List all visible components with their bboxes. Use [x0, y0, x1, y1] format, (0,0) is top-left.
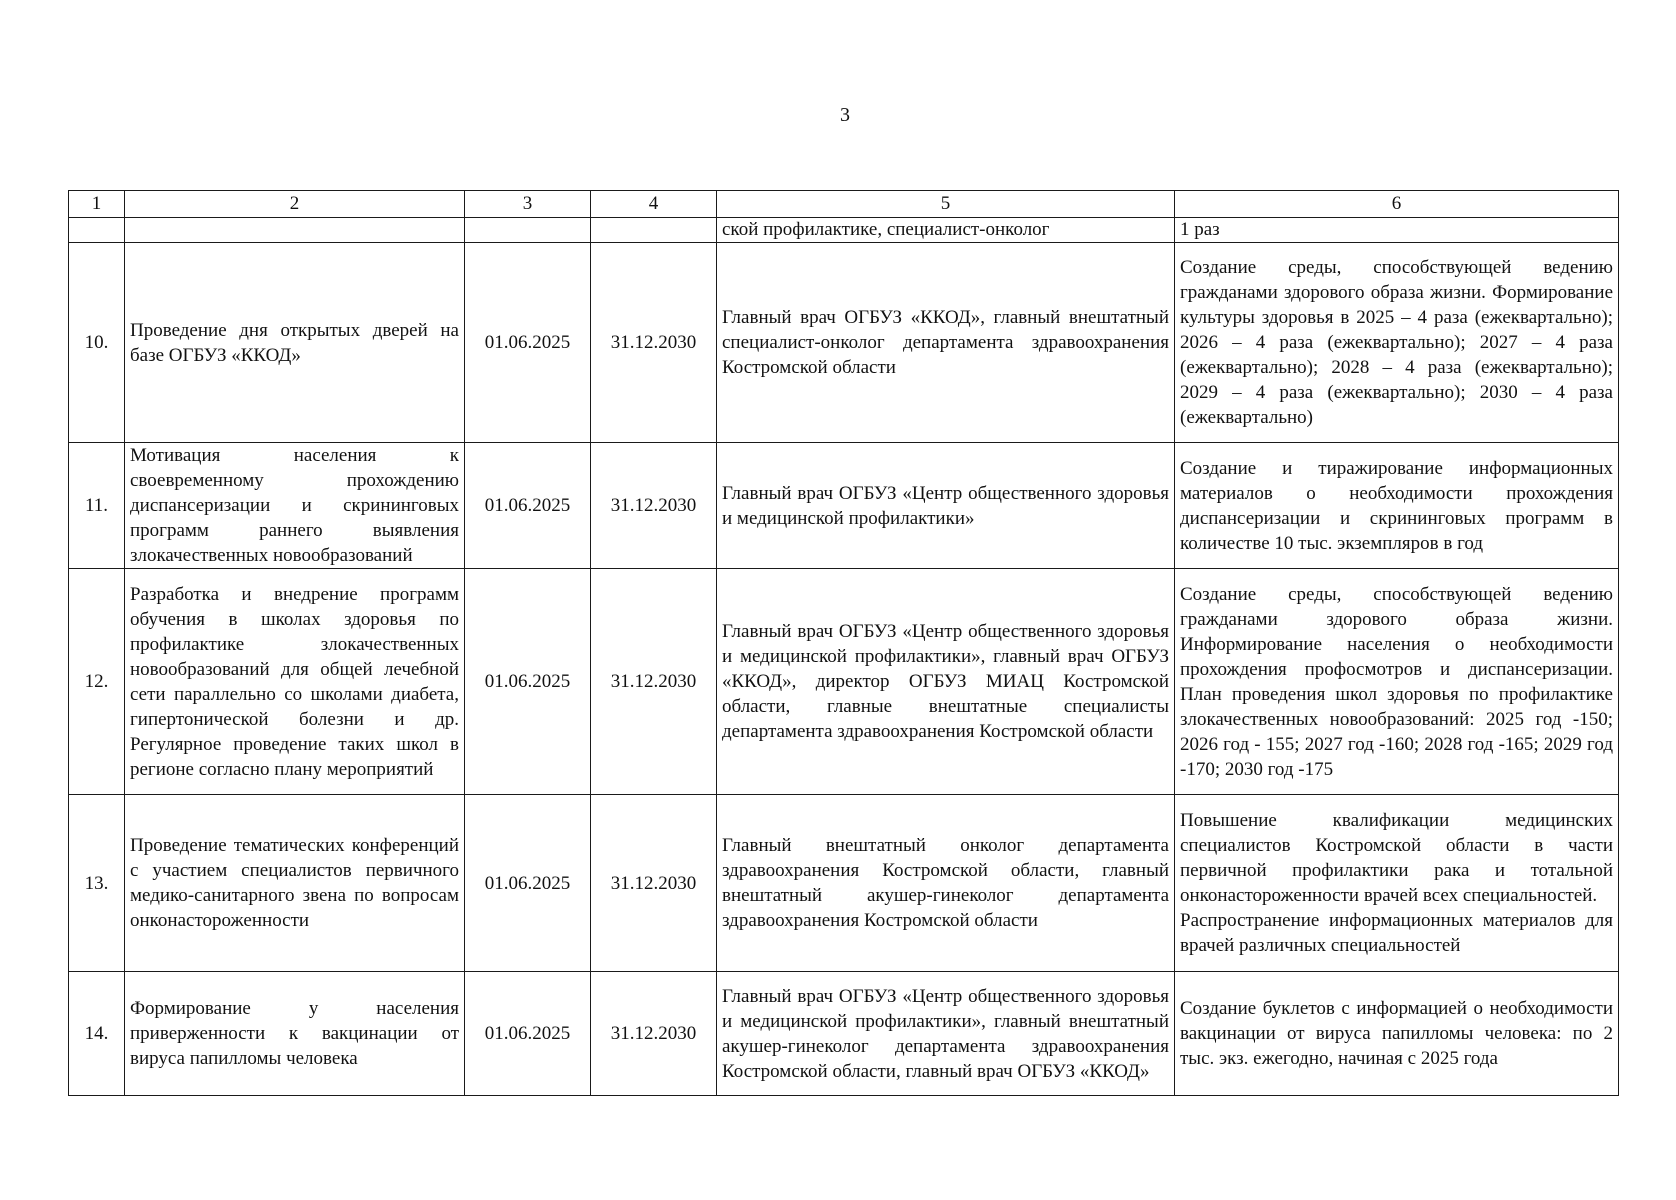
event-cell: Разработка и внедрение программ обучения в школах здоровья по профилактике злокачественных новообразований для общей лечебной сети параллельно со школами диабета, гипертонической болезни и др. Регулярное проведение таких школ в регионе согласно плану мероприятий	[125, 569, 465, 795]
table-row	[69, 243, 1619, 443]
event-cell: Формирование у населения приверженности к вакцинации от вируса папилломы человека	[125, 972, 465, 1096]
responsible-cell: Главный врач ОГБУЗ «ККОД», главный внештатный специалист-онколог департамента здравоохранения Костромской области	[717, 243, 1175, 443]
column-header: 5	[717, 191, 1175, 218]
page-number: 3	[840, 104, 850, 126]
start-date: 01.06.2025	[465, 972, 591, 1096]
end-date: 31.12.2030	[591, 795, 717, 972]
empty-cell	[465, 218, 591, 243]
row-number: 12.	[69, 569, 125, 795]
row-number: 14.	[69, 972, 125, 1096]
result-cell: 1 раз	[1175, 218, 1619, 243]
continuation-row	[69, 218, 1619, 243]
column-header: 1	[69, 191, 125, 218]
result-cell	[1175, 795, 1619, 972]
activities-table	[68, 190, 1619, 1096]
start-date: 01.06.2025	[465, 443, 591, 569]
responsible-cell: ской профилактике, специалист-онколог	[717, 218, 1175, 243]
end-date: 31.12.2030	[591, 972, 717, 1096]
empty-cell	[69, 218, 125, 243]
row-number: 13.	[69, 795, 125, 972]
column-header: 4	[591, 191, 717, 218]
responsible-cell: Главный врач ОГБУЗ «Центр общественного здоровья и медицинской профилактики», главный внештатный акушер-гинеколог департамента здравоохранения Костромской области, главный врач ОГБУЗ «ККОД»	[717, 972, 1175, 1096]
start-date: 01.06.2025	[465, 795, 591, 972]
end-date: 31.12.2030	[591, 243, 717, 443]
empty-cell	[125, 218, 465, 243]
column-header: 6	[1175, 191, 1619, 218]
empty-cell	[591, 218, 717, 243]
column-header: 3	[465, 191, 591, 218]
result-cell: Создание среды, способствующей ведению гражданами здорового образа жизни. Формирование культуры здоровья в 2025 – 4 раза (ежеквартально); 2026 – 4 раза (ежеквартально); 2027 – 4 раза (ежеквартально); 2028 – 4 раза (ежеквартально); 2029 – 4 раза (ежеквартально); 2030 – 4 раза (ежеквартально)	[1175, 243, 1619, 443]
table-row	[69, 795, 1619, 972]
table-row	[69, 972, 1619, 1096]
responsible-cell: Главный внештатный онколог департамента здравоохранения Костромской области, главный внештатный акушер-гинеколог департамента здравоохранения Костромской области	[717, 795, 1175, 972]
event-cell: Проведение дня открытых дверей на базе ОГБУЗ «ККОД»	[125, 243, 465, 443]
result-cell: Создание и тиражирование информационных материалов о необходимости прохождения диспансеризации и скрининговых программ в количестве 10 тыс. экземпляров в год	[1175, 443, 1619, 569]
table-row	[69, 569, 1619, 795]
end-date: 31.12.2030	[591, 569, 717, 795]
row-number: 10.	[69, 243, 125, 443]
start-date: 01.06.2025	[465, 569, 591, 795]
column-header: 2	[125, 191, 465, 218]
start-date: 01.06.2025	[465, 243, 591, 443]
event-cell: Проведение тематических конференций с участием специалистов первичного медико-санитарного звена по вопросам онконастороженности	[125, 795, 465, 972]
result-text-extra: Распространение информационных материалов для врачей различных специальностей	[1180, 910, 1613, 956]
end-date: 31.12.2030	[591, 443, 717, 569]
result-cell: Создание буклетов с информацией о необходимости вакцинации от вируса папилломы человека: по 2 тыс. экз. ежегодно, начиная с 2025 года	[1175, 972, 1619, 1096]
result-cell: Создание среды, способствующей ведению гражданами здорового образа жизни. Информирование населения о необходимости прохождения профосмотров и диспансеризации. План проведения школ здоровья по профилактике злокачественных новообразований: 2025 год -150; 2026 год - 155; 2027 год -160; 2028 год -165; 2029 год -170; 2030 год -175	[1175, 569, 1619, 795]
row-number: 11.	[69, 443, 125, 569]
column-number-row	[69, 191, 1619, 218]
responsible-cell: Главный врач ОГБУЗ «Центр общественного здоровья и медицинской профилактики», главный врач ОГБУЗ «ККОД», директор ОГБУЗ МИАЦ Костромской области, главные внештатные специалисты департамента здравоохранения Костромской области	[717, 569, 1175, 795]
table-row	[69, 443, 1619, 569]
event-cell: Мотивация населения к своевременному прохождению диспансеризации и скрининговых программ раннего выявления злокачественных новообразований	[125, 443, 465, 569]
result-text: Повышение квалификации медицинских специалистов Костромской области в части первичной профилактики рака и тотальной онконастороженности врачей всех специальностей.	[1180, 810, 1613, 906]
responsible-cell: Главный врач ОГБУЗ «Центр общественного здоровья и медицинской профилактики»	[717, 443, 1175, 569]
